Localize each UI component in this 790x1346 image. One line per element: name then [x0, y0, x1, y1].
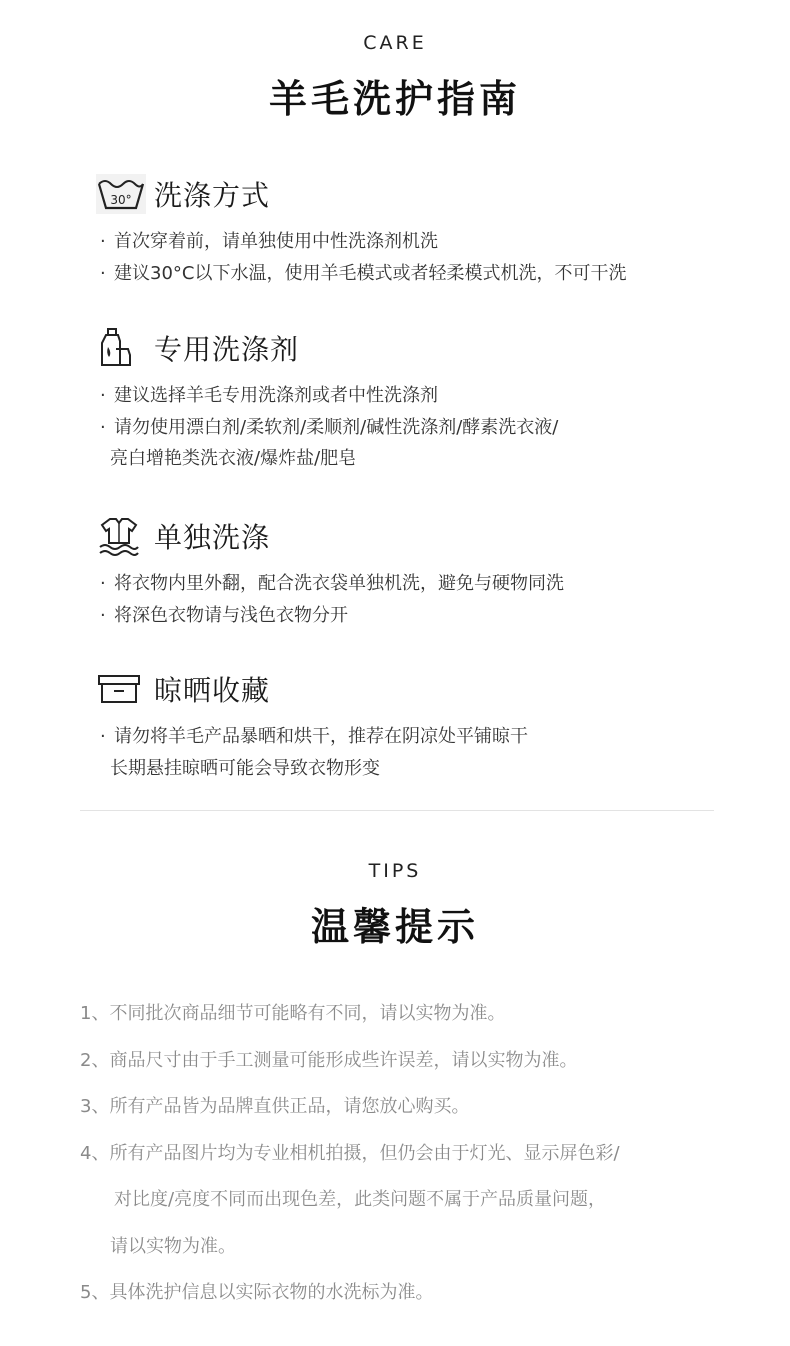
care-title: 羊毛洗护指南 — [268, 77, 521, 121]
tip-item: 2、商品尺寸由于手工测量可能形成些许误差，请以实物为准。 — [80, 1049, 578, 1071]
section-title: 洗涤方式 — [154, 179, 271, 212]
tip-item-continuation: 对比度/亮度不同而出现色差，此类问题不属于产品质量问题， — [114, 1189, 607, 1210]
section-title: 专用洗涤剂 — [154, 333, 300, 366]
list-item: · 建议30°C以下水温，使用羊毛模式或者轻柔模式机洗，不可干洗 — [100, 262, 627, 284]
tips-eyebrow: TIPS — [368, 860, 422, 882]
tip-item: 5、具体洗护信息以实际衣物的水洗标为准。 — [80, 1282, 434, 1303]
storage-box-icon — [96, 667, 146, 711]
tip-item: 4、所有产品图片均为专业相机拍摄，但仍会由于灯光、显示屏色彩/ — [80, 1142, 620, 1164]
list-item-continuation: 亮白增艳类洗衣液/爆炸盐/肥皂 — [110, 448, 357, 469]
section-header — [96, 172, 736, 216]
section-drying-storage — [96, 667, 736, 784]
tips-title: 温馨提示 — [310, 905, 479, 949]
tip-item: 1、不同批次商品细节可能略有不同，请以实物为准。 — [80, 1003, 506, 1024]
shirt-wash-icon — [96, 514, 146, 558]
wash-30-icon — [96, 172, 146, 216]
section-separate-wash — [96, 514, 736, 631]
tip-item: 3、所有产品皆为品牌直供正品，请您放心购买。 — [80, 1096, 470, 1117]
list-item: · 首次穿着前，请单独使用中性洗涤剂机洗 — [100, 231, 438, 252]
list-item-continuation: 长期悬挂晾晒可能会导致衣物形变 — [110, 757, 380, 779]
section-detergent — [96, 326, 736, 475]
list-item: · 建议选择羊毛专用洗涤剂或者中性洗涤剂 — [100, 385, 438, 406]
tips-list — [80, 991, 740, 1317]
section-header — [96, 326, 736, 370]
care-eyebrow: CARE — [363, 32, 427, 54]
section-lines — [96, 226, 736, 289]
list-item: · 将衣物内里外翻，配合洗衣袋单独机洗，避免与硬物同洗 — [100, 573, 564, 594]
list-item: · 请勿将羊毛产品暴晒和烘干，推荐在阴凉处平铺晾干 — [100, 726, 528, 747]
section-title: 单独洗涤 — [154, 521, 271, 554]
section-title: 晾晒收藏 — [154, 674, 271, 707]
list-item: · 将深色衣物请与浅色衣物分开 — [100, 604, 348, 626]
section-washing-method — [96, 172, 736, 289]
section-lines — [96, 721, 736, 784]
tip-item-continuation: 请以实物为准。 — [110, 1235, 236, 1257]
section-divider — [80, 810, 714, 811]
section-lines — [96, 380, 736, 475]
detergent-bottle-icon — [96, 326, 146, 370]
section-header — [96, 667, 736, 711]
svg-text:30°: 30° — [110, 193, 132, 207]
section-header — [96, 514, 736, 558]
list-item: · 请勿使用漂白剂/柔软剂/柔顺剂/碱性洗涤剂/酵素洗衣液/ — [100, 416, 559, 438]
section-lines — [96, 568, 736, 631]
